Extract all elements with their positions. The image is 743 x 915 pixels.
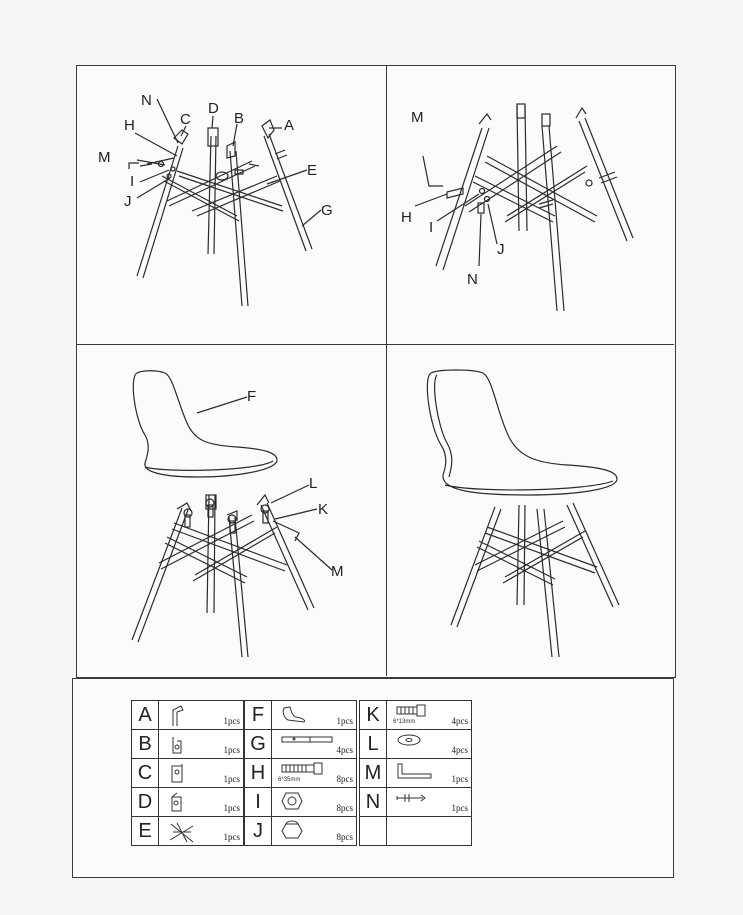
part-quantity: 4pcs xyxy=(451,745,468,755)
step-4-assembled-chair-drawing xyxy=(387,345,674,676)
part-cell xyxy=(272,730,357,759)
part-letter: F xyxy=(245,701,272,730)
nut-icon xyxy=(280,791,304,816)
part-letter: E xyxy=(132,817,159,846)
step-2-base-drawing xyxy=(387,66,674,344)
step-2-panel xyxy=(387,66,674,344)
label-h: H xyxy=(124,117,135,134)
parts-table-col-2 xyxy=(244,700,357,846)
step-1-panel xyxy=(77,66,386,344)
part-quantity: 1pcs xyxy=(451,774,468,784)
step-3-panel xyxy=(77,345,386,676)
part-letter: M xyxy=(360,759,387,788)
part-quantity: 1pcs xyxy=(223,716,240,726)
label-c: C xyxy=(180,111,191,128)
part-quantity: 1pcs xyxy=(336,716,353,726)
label-l: L xyxy=(309,475,318,492)
step-3-chair-drawing xyxy=(77,345,386,676)
part-cell xyxy=(272,788,357,817)
label-b: B xyxy=(234,110,245,127)
part-quantity: 8pcs xyxy=(336,774,353,784)
part-row xyxy=(360,759,472,788)
part-letter: D xyxy=(132,788,159,817)
seat-shell-icon xyxy=(280,704,308,731)
pin-icon xyxy=(395,791,429,810)
part-cell xyxy=(387,788,472,817)
part-row xyxy=(132,788,244,817)
part-letter: J xyxy=(245,817,272,846)
part-row xyxy=(245,788,357,817)
label-f: F xyxy=(247,388,257,405)
part-cell xyxy=(272,701,357,730)
part-quantity: 1pcs xyxy=(223,774,240,784)
part-row xyxy=(132,701,244,730)
part-row xyxy=(245,759,357,788)
part-row xyxy=(132,759,244,788)
label-a: A xyxy=(284,117,295,134)
label-j: J xyxy=(497,241,505,258)
washer-icon xyxy=(395,733,423,752)
part-letter xyxy=(360,817,387,846)
part-quantity: 4pcs xyxy=(336,745,353,755)
label-g: G xyxy=(321,202,333,219)
part-row xyxy=(132,817,244,846)
part-cell xyxy=(272,817,357,846)
label-i: I xyxy=(429,219,434,236)
label-m: M xyxy=(98,149,111,166)
part-cell xyxy=(387,759,472,788)
part-quantity: 8pcs xyxy=(336,803,353,813)
part-letter: A xyxy=(132,701,159,730)
part-cell xyxy=(159,817,244,846)
part-quantity: 4pcs xyxy=(451,716,468,726)
label-j: J xyxy=(124,193,132,210)
part-cell xyxy=(387,817,472,846)
part-quantity: 8pcs xyxy=(336,832,353,842)
part-spec: 6*13mm xyxy=(393,719,416,725)
part-cell xyxy=(387,730,472,759)
cross-brace-icon xyxy=(167,820,197,849)
label-n: N xyxy=(141,92,152,109)
part-row xyxy=(360,788,472,817)
part-spec: 6*35mm xyxy=(278,777,301,783)
part-row xyxy=(360,817,472,846)
label-m: M xyxy=(331,563,344,580)
label-n: N xyxy=(467,271,478,288)
part-letter: G xyxy=(245,730,272,759)
part-quantity: 1pcs xyxy=(223,832,240,842)
part-row xyxy=(360,730,472,759)
parts-table-col-3 xyxy=(359,700,472,846)
part-quantity: 1pcs xyxy=(223,745,240,755)
label-e: E xyxy=(307,162,318,179)
label-h: H xyxy=(401,209,412,226)
part-cell xyxy=(159,759,244,788)
label-k: K xyxy=(318,501,329,518)
part-letter: B xyxy=(132,730,159,759)
part-cell xyxy=(159,788,244,817)
part-letter: C xyxy=(132,759,159,788)
part-quantity: 1pcs xyxy=(223,803,240,813)
part-cell xyxy=(159,701,244,730)
rod-icon xyxy=(280,733,340,752)
part-row xyxy=(132,730,244,759)
part-letter: N xyxy=(360,788,387,817)
label-i: I xyxy=(130,173,135,190)
label-d: D xyxy=(208,100,219,117)
part-letter: K xyxy=(360,701,387,730)
part-quantity: 1pcs xyxy=(451,803,468,813)
label-m: M xyxy=(411,109,424,126)
part-cell xyxy=(387,701,472,730)
part-row xyxy=(245,730,357,759)
allen-key-icon xyxy=(395,762,435,787)
part-letter: I xyxy=(245,788,272,817)
parts-table-col-1 xyxy=(131,700,244,846)
part-row xyxy=(360,701,472,730)
part-cell xyxy=(272,759,357,788)
part-row xyxy=(245,817,357,846)
part-cell xyxy=(159,730,244,759)
cap-nut-icon xyxy=(280,820,304,845)
step-4-panel xyxy=(387,345,674,676)
part-letter: L xyxy=(360,730,387,759)
part-row xyxy=(245,701,357,730)
part-letter: H xyxy=(245,759,272,788)
